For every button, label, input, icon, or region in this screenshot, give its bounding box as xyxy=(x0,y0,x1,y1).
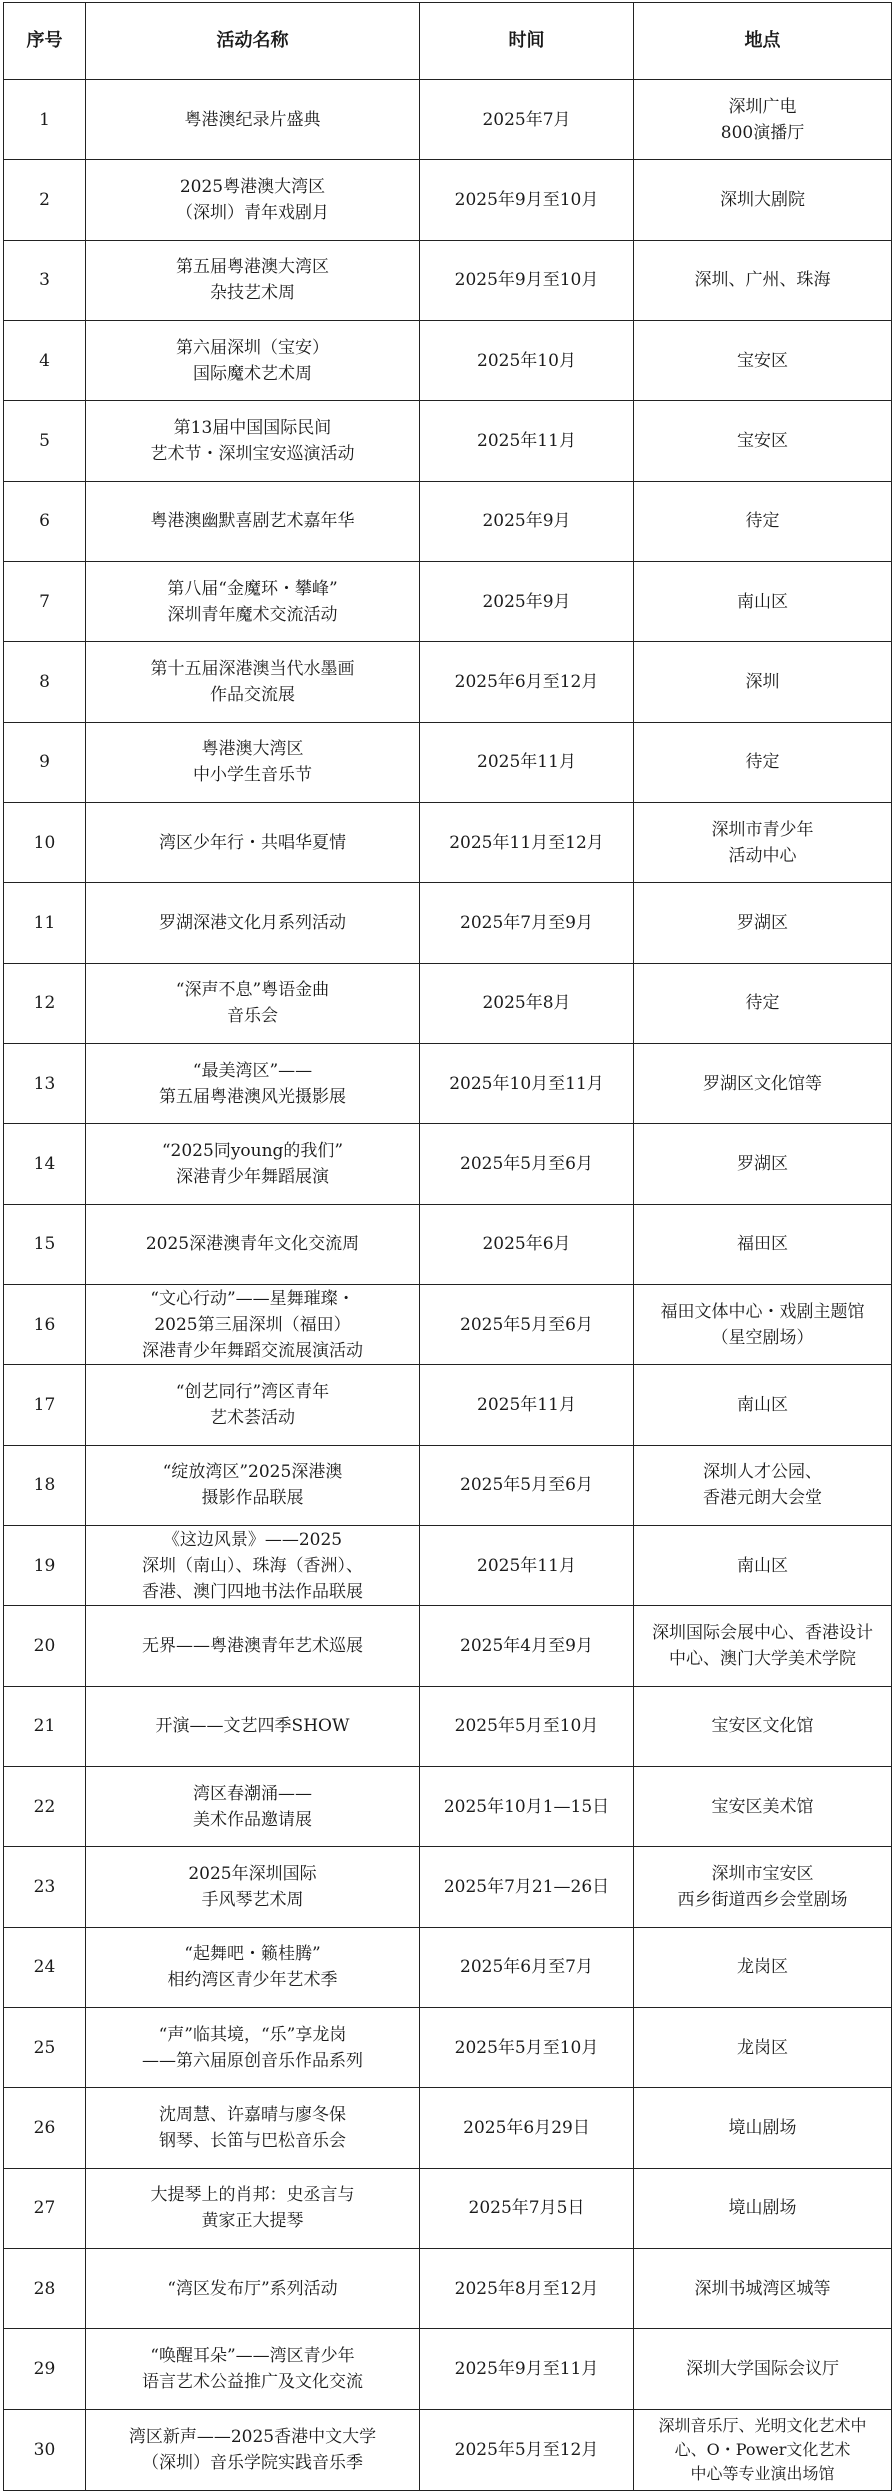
cell-activity-name xyxy=(86,2007,420,2087)
cell-activity-name xyxy=(86,1445,420,1525)
cell-activity-name-line: 第十五届深港澳当代水墨画 xyxy=(150,658,355,679)
header-index: 序号 xyxy=(4,3,86,80)
cell-index: 29 xyxy=(4,2329,86,2409)
cell-activity-name xyxy=(86,160,420,240)
cell-activity-name xyxy=(86,2168,420,2248)
cell-location-line: （星空剧场） xyxy=(711,1327,814,1348)
cell-activity-name xyxy=(86,2409,420,2490)
cell-location xyxy=(634,1365,892,1445)
cell-location-line: 深圳 xyxy=(745,671,780,692)
cell-time: 2025年11月 xyxy=(420,401,634,481)
cell-location-line: 心、O・Power文化艺术 xyxy=(674,2439,851,2459)
cell-activity-name xyxy=(86,1043,420,1123)
cell-location-line: 境山剧场 xyxy=(728,2198,797,2219)
table-row xyxy=(4,481,892,561)
cell-activity-name xyxy=(86,2329,420,2409)
cell-location xyxy=(634,642,892,722)
cell-activity-name-line: 深港青少年舞蹈展演 xyxy=(176,1166,329,1187)
cell-location xyxy=(634,2409,892,2490)
cell-activity-name xyxy=(86,1124,420,1204)
cell-activity-name-line: 2025深港澳青年文化交流周 xyxy=(145,1234,360,1255)
cell-location-line: 宝安区 xyxy=(737,430,788,451)
cell-activity-name xyxy=(86,1686,420,1766)
cell-activity-name xyxy=(86,1525,420,1605)
cell-index: 8 xyxy=(4,642,86,722)
cell-index: 4 xyxy=(4,320,86,400)
cell-index: 2 xyxy=(4,160,86,240)
cell-location-line: 南山区 xyxy=(737,1394,788,1415)
cell-activity-name-line: 美术作品邀请展 xyxy=(193,1809,312,1830)
cell-activity-name-line: “2025同young的我们” xyxy=(161,1140,344,1161)
cell-time: 2025年9月 xyxy=(420,481,634,561)
cell-activity-name xyxy=(86,80,420,160)
cell-activity-name xyxy=(86,1204,420,1284)
cell-index: 10 xyxy=(4,802,86,882)
cell-activity-name xyxy=(86,883,420,963)
cell-location-line: 深圳大剧院 xyxy=(720,189,805,210)
cell-index: 26 xyxy=(4,2088,86,2168)
cell-activity-name-line: 手风琴艺术周 xyxy=(201,1889,304,1910)
cell-activity-name-line: 罗湖深港文化月系列活动 xyxy=(159,912,346,933)
cell-activity-name-line: （深圳）音乐学院实践音乐季 xyxy=(142,2452,363,2473)
table-row xyxy=(4,1284,892,1364)
cell-time: 2025年5月至6月 xyxy=(420,1284,634,1364)
cell-time: 2025年11月至12月 xyxy=(420,802,634,882)
cell-activity-name xyxy=(86,320,420,400)
cell-activity-name xyxy=(86,1766,420,1846)
cell-time: 2025年11月 xyxy=(420,1365,634,1445)
header-activity-name: 活动名称 xyxy=(86,3,420,80)
cell-activity-name-line: 摄影作品联展 xyxy=(201,1488,304,1509)
cell-activity-name-line: ——第六届原创音乐作品系列 xyxy=(142,2050,363,2071)
cell-location xyxy=(634,963,892,1043)
cell-index: 18 xyxy=(4,1445,86,1525)
cell-activity-name xyxy=(86,1284,420,1364)
cell-activity-name-line: 第六届深圳（宝安） xyxy=(176,337,329,358)
cell-activity-name-line: “深声不息”粤语金曲 xyxy=(175,980,330,1001)
cell-location xyxy=(634,2248,892,2328)
cell-activity-name xyxy=(86,2088,420,2168)
cell-index: 12 xyxy=(4,963,86,1043)
cell-activity-name-line: “唤醒耳朵”——湾区青少年 xyxy=(150,2345,355,2366)
table-row xyxy=(4,883,892,963)
cell-activity-name-line: 黄家正大提琴 xyxy=(201,2211,304,2232)
cell-activity-name xyxy=(86,642,420,722)
cell-activity-name xyxy=(86,722,420,802)
cell-index: 17 xyxy=(4,1365,86,1445)
cell-time: 2025年7月21—26日 xyxy=(420,1847,634,1927)
cell-location-line: 西乡街道西乡会堂剧场 xyxy=(677,1889,848,1910)
cell-index: 1 xyxy=(4,80,86,160)
table-row xyxy=(4,1766,892,1846)
cell-time: 2025年7月5日 xyxy=(420,2168,634,2248)
header-location: 地点 xyxy=(634,3,892,80)
cell-activity-name-line: 中小学生音乐节 xyxy=(193,765,312,786)
cell-activity-name-line: “声”临其境，“乐”享龙岗 xyxy=(158,2024,347,2045)
cell-location xyxy=(634,561,892,641)
cell-index: 25 xyxy=(4,2007,86,2087)
cell-location xyxy=(634,80,892,160)
cell-activity-name xyxy=(86,1365,420,1445)
cell-location xyxy=(634,1525,892,1605)
cell-index: 22 xyxy=(4,1766,86,1846)
cell-location-line: 龙岗区 xyxy=(737,2037,788,2058)
cell-location-line: 深圳人才公园、 xyxy=(703,1462,822,1483)
cell-time: 2025年6月 xyxy=(420,1204,634,1284)
table-row xyxy=(4,1847,892,1927)
cell-activity-name-line: 国际魔术艺术周 xyxy=(193,363,312,384)
cell-index: 27 xyxy=(4,2168,86,2248)
table-row xyxy=(4,401,892,481)
cell-activity-name-line: 第八届“金魔环・攀峰” xyxy=(167,578,338,599)
table-row xyxy=(4,1204,892,1284)
table-row xyxy=(4,722,892,802)
cell-time: 2025年9月至10月 xyxy=(420,240,634,320)
activity-table xyxy=(3,2,892,2491)
cell-index: 24 xyxy=(4,1927,86,2007)
cell-location xyxy=(634,2329,892,2409)
table-row xyxy=(4,2168,892,2248)
cell-location xyxy=(634,1766,892,1846)
table-row xyxy=(4,1445,892,1525)
cell-location xyxy=(634,1847,892,1927)
cell-index: 7 xyxy=(4,561,86,641)
cell-location-line: 中心、澳门大学美术学院 xyxy=(669,1648,856,1669)
cell-location-line: 福田区 xyxy=(737,1234,788,1255)
cell-activity-name xyxy=(86,1606,420,1686)
cell-activity-name-line: “湾区发布厅”系列活动 xyxy=(167,2278,338,2299)
cell-location xyxy=(634,240,892,320)
cell-time: 2025年8月 xyxy=(420,963,634,1043)
cell-location-line: 深圳大学国际会议厅 xyxy=(686,2358,839,2379)
cell-location xyxy=(634,1927,892,2007)
cell-location-line: 深圳音乐厅、光明文化艺术中 xyxy=(658,2415,867,2435)
cell-activity-name-line: 第五届粤港澳大湾区 xyxy=(176,257,329,278)
table-row xyxy=(4,2409,892,2490)
cell-time: 2025年7月 xyxy=(420,80,634,160)
cell-activity-name-line: “最美湾区”—— xyxy=(192,1060,313,1081)
cell-location-line: 香港元朗大会堂 xyxy=(703,1488,822,1509)
table-row xyxy=(4,642,892,722)
cell-location-line: 宝安区文化馆 xyxy=(711,1716,814,1737)
cell-time: 2025年6月29日 xyxy=(420,2088,634,2168)
table-row xyxy=(4,2007,892,2087)
cell-activity-name-line: “起舞吧・籁桂腾” xyxy=(184,1944,321,1965)
cell-activity-name-line: 语言艺术公益推广及文化交流 xyxy=(142,2371,363,2392)
cell-time: 2025年10月1—15日 xyxy=(420,1766,634,1846)
cell-activity-name-line: 湾区新声——2025香港中文大学 xyxy=(128,2426,377,2447)
cell-index: 3 xyxy=(4,240,86,320)
cell-location xyxy=(634,1606,892,1686)
cell-index: 16 xyxy=(4,1284,86,1364)
cell-time: 2025年9月至10月 xyxy=(420,160,634,240)
cell-location-line: 待定 xyxy=(745,993,780,1014)
cell-activity-name-line: 沈周慧、许嘉晴与廖冬保 xyxy=(159,2104,346,2125)
cell-activity-name xyxy=(86,802,420,882)
cell-location-line: 罗湖区 xyxy=(737,912,788,933)
cell-location-line: 龙岗区 xyxy=(737,1957,788,1978)
header-time: 时间 xyxy=(420,3,634,80)
table-row xyxy=(4,1686,892,1766)
cell-index: 21 xyxy=(4,1686,86,1766)
cell-activity-name-line: 艺术荟活动 xyxy=(210,1407,295,1428)
cell-location-line: 深圳市宝安区 xyxy=(711,1863,814,1884)
cell-activity-name-line: 2025粤港澳大湾区 xyxy=(179,176,326,197)
cell-time: 2025年5月至12月 xyxy=(420,2409,634,2490)
table-header-row xyxy=(4,3,892,80)
cell-activity-name xyxy=(86,2248,420,2328)
cell-activity-name-line: 钢琴、长笛与巴松音乐会 xyxy=(159,2130,346,2151)
cell-location-line: 境山剧场 xyxy=(728,2117,797,2138)
cell-time: 2025年6月至12月 xyxy=(420,642,634,722)
cell-location-line: 罗湖区 xyxy=(737,1153,788,1174)
cell-index: 6 xyxy=(4,481,86,561)
cell-activity-name-line: 2025第三届深圳（福田） xyxy=(154,1314,351,1335)
table-row xyxy=(4,802,892,882)
cell-location-line: 深圳广电 xyxy=(728,96,797,117)
cell-location-line: 宝安区 xyxy=(737,350,788,371)
cell-location xyxy=(634,320,892,400)
cell-location xyxy=(634,1445,892,1525)
cell-activity-name-line: 2025年深圳国际 xyxy=(188,1863,317,1884)
cell-location-line: 待定 xyxy=(745,511,780,532)
cell-activity-name-line: 相约湾区青少年艺术季 xyxy=(167,1970,338,1991)
table-body xyxy=(4,80,892,2491)
table-row xyxy=(4,320,892,400)
cell-time: 2025年4月至9月 xyxy=(420,1606,634,1686)
cell-location-line: 深圳书城湾区城等 xyxy=(694,2278,831,2299)
cell-time: 2025年9月 xyxy=(420,561,634,641)
cell-time: 2025年9月至11月 xyxy=(420,2329,634,2409)
cell-time: 2025年5月至10月 xyxy=(420,2007,634,2087)
cell-location xyxy=(634,160,892,240)
cell-location xyxy=(634,2088,892,2168)
table-row xyxy=(4,1365,892,1445)
cell-index: 11 xyxy=(4,883,86,963)
cell-location xyxy=(634,2168,892,2248)
cell-index: 28 xyxy=(4,2248,86,2328)
table-row xyxy=(4,80,892,160)
cell-activity-name xyxy=(86,1847,420,1927)
cell-location xyxy=(634,883,892,963)
cell-time: 2025年5月至10月 xyxy=(420,1686,634,1766)
table-row xyxy=(4,2329,892,2409)
cell-activity-name xyxy=(86,240,420,320)
cell-activity-name-line: 无界——粤港澳青年艺术巡展 xyxy=(142,1635,363,1656)
cell-location-line: 800演播厅 xyxy=(720,122,805,143)
cell-index: 13 xyxy=(4,1043,86,1123)
table-row xyxy=(4,1606,892,1686)
cell-activity-name xyxy=(86,1927,420,2007)
cell-location xyxy=(634,1284,892,1364)
cell-index: 9 xyxy=(4,722,86,802)
cell-location-line: 深圳、广州、珠海 xyxy=(694,270,831,291)
cell-activity-name xyxy=(86,401,420,481)
cell-location xyxy=(634,1686,892,1766)
cell-time: 2025年5月至6月 xyxy=(420,1124,634,1204)
cell-location xyxy=(634,1204,892,1284)
cell-time: 2025年11月 xyxy=(420,722,634,802)
cell-activity-name-line: “绽放湾区”2025深港澳 xyxy=(162,1462,343,1483)
cell-activity-name-line: 深港青少年舞蹈交流展演活动 xyxy=(142,1340,363,1361)
cell-activity-name-line: 香港、澳门四地书法作品联展 xyxy=(142,1581,363,1602)
cell-activity-name-line: “文心行动”——星舞璀璨・ xyxy=(150,1288,355,1309)
cell-location-line: 待定 xyxy=(745,752,780,773)
cell-activity-name xyxy=(86,561,420,641)
table-row xyxy=(4,963,892,1043)
cell-location xyxy=(634,802,892,882)
cell-time: 2025年10月至11月 xyxy=(420,1043,634,1123)
cell-index: 23 xyxy=(4,1847,86,1927)
cell-location xyxy=(634,2007,892,2087)
cell-activity-name-line: 音乐会 xyxy=(227,1006,278,1027)
table-row xyxy=(4,2248,892,2328)
cell-location-line: 深圳国际会展中心、香港设计 xyxy=(652,1622,873,1643)
cell-activity-name-line: 杂技艺术周 xyxy=(210,283,295,304)
cell-activity-name-line: 大提琴上的肖邦：史丞言与 xyxy=(150,2185,355,2206)
cell-location-line: 宝安区美术馆 xyxy=(711,1796,814,1817)
cell-activity-name-line: 深圳（南山）、珠海（香洲）、 xyxy=(142,1555,363,1576)
table-row xyxy=(4,160,892,240)
cell-activity-name-line: 第五届粤港澳风光摄影展 xyxy=(159,1086,346,1107)
cell-location xyxy=(634,481,892,561)
cell-activity-name-line: 《这边风景》——2025 xyxy=(162,1529,343,1550)
cell-activity-name-line: “创艺同行”湾区青年 xyxy=(175,1381,330,1402)
table-row xyxy=(4,561,892,641)
cell-activity-name-line: 开演——文艺四季SHOW xyxy=(155,1716,350,1737)
table-row xyxy=(4,240,892,320)
cell-location-line: 罗湖区文化馆等 xyxy=(703,1073,822,1094)
cell-location xyxy=(634,1124,892,1204)
cell-location xyxy=(634,722,892,802)
table-row xyxy=(4,1525,892,1605)
cell-index: 5 xyxy=(4,401,86,481)
cell-activity-name-line: 湾区春潮涌—— xyxy=(193,1783,312,1804)
cell-activity-name-line: （深圳）青年戏剧月 xyxy=(176,202,329,223)
cell-location-line: 南山区 xyxy=(737,591,788,612)
cell-location-line: 南山区 xyxy=(737,1555,788,1576)
cell-activity-name-line: 粤港澳幽默喜剧艺术嘉年华 xyxy=(150,511,355,532)
table-row xyxy=(4,2088,892,2168)
cell-time: 2025年10月 xyxy=(420,320,634,400)
cell-activity-name xyxy=(86,481,420,561)
table-row xyxy=(4,1043,892,1123)
cell-activity-name-line: 深圳青年魔术交流活动 xyxy=(167,604,338,625)
cell-activity-name-line: 粤港澳纪录片盛典 xyxy=(184,109,321,130)
cell-activity-name-line: 艺术节・深圳宝安巡演活动 xyxy=(150,443,355,464)
cell-time: 2025年5月至6月 xyxy=(420,1445,634,1525)
cell-index: 20 xyxy=(4,1606,86,1686)
cell-index: 30 xyxy=(4,2409,86,2490)
cell-activity-name-line: 湾区少年行・共唱华夏情 xyxy=(159,832,346,853)
cell-activity-name-line: 粤港澳大湾区 xyxy=(201,739,304,760)
cell-location-line: 深圳市青少年 xyxy=(711,819,814,840)
cell-location-line: 活动中心 xyxy=(728,845,797,866)
cell-location-line: 福田文体中心・戏剧主题馆 xyxy=(660,1301,865,1322)
cell-index: 15 xyxy=(4,1204,86,1284)
cell-time: 2025年7月至9月 xyxy=(420,883,634,963)
table-row xyxy=(4,1927,892,2007)
cell-time: 2025年11月 xyxy=(420,1525,634,1605)
cell-activity-name-line: 第13届中国国际民间 xyxy=(173,417,332,438)
cell-index: 14 xyxy=(4,1124,86,1204)
cell-location-line: 中心等专业演出场馆 xyxy=(690,2463,835,2483)
cell-time: 2025年6月至7月 xyxy=(420,1927,634,2007)
cell-activity-name xyxy=(86,963,420,1043)
cell-location xyxy=(634,401,892,481)
cell-time: 2025年8月至12月 xyxy=(420,2248,634,2328)
cell-activity-name-line: 作品交流展 xyxy=(210,684,295,705)
cell-location xyxy=(634,1043,892,1123)
table-row xyxy=(4,1124,892,1204)
cell-index: 19 xyxy=(4,1525,86,1605)
